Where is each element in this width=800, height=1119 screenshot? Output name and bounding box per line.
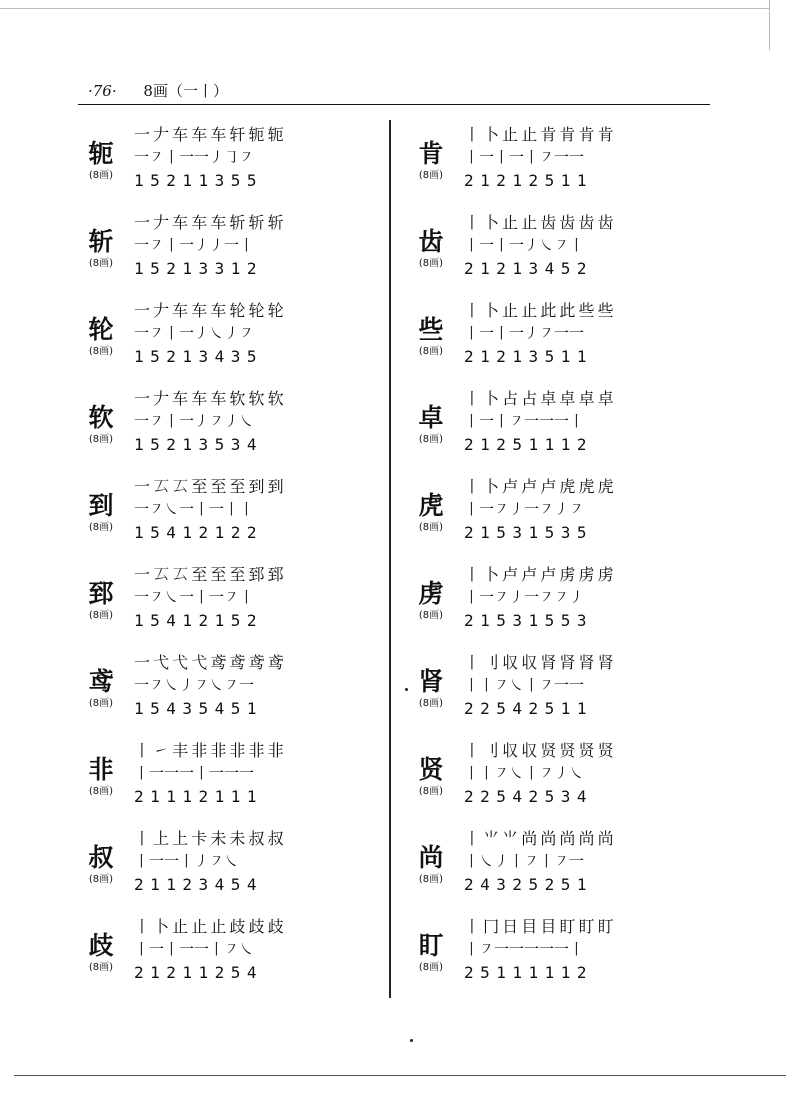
stroke-shapes: 一㇇丨一㇓㇏㇓㇇ bbox=[134, 324, 255, 342]
stroke-order-sequence: 丨 卜 止 止 止 歧 歧 歧 bbox=[134, 917, 283, 936]
character: 叔 bbox=[88, 843, 114, 872]
stroke-count-tag: (8画) bbox=[418, 874, 444, 885]
stroke-codes: 15213312 bbox=[134, 259, 264, 278]
stroke-shapes: 丨一丨一㇓㇏㇇丨 bbox=[464, 236, 585, 254]
stroke-codes: 15435451 bbox=[134, 699, 264, 718]
character: 软 bbox=[88, 403, 114, 432]
stroke-count-tag: (8画) bbox=[418, 258, 444, 269]
stroke-count-tag: (8画) bbox=[418, 786, 444, 797]
character: 肾 bbox=[418, 667, 444, 696]
stroke-count-tag: (8画) bbox=[88, 434, 114, 445]
character-entry bbox=[78, 202, 378, 290]
character-entry bbox=[78, 114, 378, 202]
character-entry bbox=[408, 906, 708, 994]
stroke-count-tag: (8画) bbox=[88, 522, 114, 533]
stroke-count-tag: (8画) bbox=[88, 258, 114, 269]
character: 轭 bbox=[88, 139, 114, 168]
character: 轮 bbox=[88, 315, 114, 344]
stroke-shapes: 丨一丨㇇一一一丨 bbox=[464, 412, 585, 430]
section-title: 8画（一丨） bbox=[143, 82, 228, 100]
stroke-shapes: 丨丨㇇㇏丨㇇一一 bbox=[464, 676, 585, 694]
stroke-codes: 21123454 bbox=[134, 875, 264, 894]
stroke-codes: 15213534 bbox=[134, 435, 264, 454]
stroke-shapes: 丨一一一丨一一一 bbox=[134, 764, 255, 782]
stroke-order-sequence: 一 𠫔 𠫔 至 至 至 到 到 bbox=[134, 477, 283, 496]
stroke-shapes: 丨一丨一丨㇇一一 bbox=[464, 148, 585, 166]
stroke-order-sequence: 丨 卜 止 止 此 此 些 些 bbox=[464, 301, 613, 320]
character-entry bbox=[408, 202, 708, 290]
stroke-codes: 21531535 bbox=[464, 523, 594, 542]
stroke-codes: 21251112 bbox=[464, 435, 594, 454]
stroke-count-tag: (8画) bbox=[418, 698, 444, 709]
stroke-shapes: 丨一一丨㇓㇇㇏ bbox=[134, 852, 240, 870]
character: 斩 bbox=[88, 227, 114, 256]
character-entry bbox=[408, 818, 708, 906]
stroke-codes: 21531553 bbox=[464, 611, 594, 630]
character-entry bbox=[78, 466, 378, 554]
character-entry bbox=[78, 642, 378, 730]
stroke-shapes: 丨一丨一一丨㇇㇏ bbox=[134, 940, 255, 958]
stroke-count-tag: (8画) bbox=[88, 346, 114, 357]
stroke-shapes: 丨一㇇㇓一㇇㇓㇇ bbox=[464, 500, 585, 518]
scan-speck bbox=[405, 688, 408, 691]
character: 贤 bbox=[418, 755, 444, 784]
stroke-order-sequence: 丨 ⺌ ⺌ 尚 尚 尚 尚 尚 bbox=[464, 829, 613, 848]
stroke-count-tag: (8画) bbox=[418, 170, 444, 181]
character-entry bbox=[408, 554, 708, 642]
stroke-count-tag: (8画) bbox=[418, 434, 444, 445]
character-entry bbox=[408, 642, 708, 730]
character-entry bbox=[78, 730, 378, 818]
stroke-order-sequence: 一 𠫔 𠫔 至 至 至 郅 郅 bbox=[134, 565, 283, 584]
stroke-order-sequence: 丨 上 上 卡 未 未 叔 叔 bbox=[134, 829, 283, 848]
stroke-count-tag: (8画) bbox=[88, 874, 114, 885]
stroke-shapes: 丨丨㇇㇏丨㇇㇓㇏ bbox=[464, 764, 585, 782]
stroke-shapes: 丨㇇一一一一一丨 bbox=[464, 940, 585, 958]
stroke-codes: 21213452 bbox=[464, 259, 594, 278]
stroke-shapes: 丨㇏㇓丨㇇丨㇇一 bbox=[464, 852, 585, 870]
character: 肯 bbox=[418, 139, 444, 168]
stroke-shapes: 一㇇丨一㇓㇓一丨 bbox=[134, 236, 255, 254]
stroke-shapes: 一㇇㇏一丨一丨丨 bbox=[134, 500, 255, 518]
top-scan-edge bbox=[0, 8, 770, 9]
stroke-codes: 22542511 bbox=[464, 699, 594, 718]
character-entry bbox=[78, 378, 378, 466]
stroke-count-tag: (8画) bbox=[418, 610, 444, 621]
stroke-order-sequence: 丨 卜 卢 卢 卢 虏 虏 虏 bbox=[464, 565, 613, 584]
character-entry bbox=[408, 466, 708, 554]
character-entry bbox=[408, 378, 708, 466]
stroke-shapes: 一㇇丨一一㇓㇆㇇ bbox=[134, 148, 255, 166]
character: 非 bbox=[88, 755, 114, 784]
character: 到 bbox=[88, 491, 114, 520]
stroke-codes: 15213435 bbox=[134, 347, 264, 366]
stroke-order-sequence: 一 𠂇 车 车 车 轩 轭 轭 bbox=[134, 125, 283, 144]
stroke-count-tag: (8画) bbox=[88, 786, 114, 797]
stroke-codes: 15211355 bbox=[134, 171, 264, 190]
stroke-shapes: 丨一丨一㇓㇇一一 bbox=[464, 324, 585, 342]
character: 歧 bbox=[88, 931, 114, 960]
character-entry bbox=[408, 290, 708, 378]
stroke-codes: 22542534 bbox=[464, 787, 594, 806]
character: 尚 bbox=[418, 843, 444, 872]
character-entry bbox=[78, 554, 378, 642]
character: 盯 bbox=[418, 931, 444, 960]
character: 些 bbox=[418, 315, 444, 344]
stroke-order-sequence: 一 𠂇 车 车 车 轮 轮 轮 bbox=[134, 301, 283, 320]
character: 齿 bbox=[418, 227, 444, 256]
right-scan-edge bbox=[769, 0, 770, 50]
stroke-shapes: 一㇇㇏一丨一㇇丨 bbox=[134, 588, 255, 606]
character: 虏 bbox=[418, 579, 444, 608]
page-number: ·76· bbox=[88, 82, 117, 100]
stroke-order-sequence: 一 𠂇 车 车 车 软 软 软 bbox=[134, 389, 283, 408]
character-entry bbox=[78, 906, 378, 994]
stroke-codes: 21213511 bbox=[464, 347, 594, 366]
character-entry bbox=[408, 730, 708, 818]
character: 卓 bbox=[418, 403, 444, 432]
page-header bbox=[88, 80, 228, 101]
stroke-codes: 15412122 bbox=[134, 523, 264, 542]
stroke-count-tag: (8画) bbox=[88, 170, 114, 181]
stroke-order-sequence: 丨 刂 収 収 肾 肾 肾 肾 bbox=[464, 653, 613, 672]
stroke-order-sequence: 一 弋 弋 弋 鸢 鸢 鸢 鸢 bbox=[134, 653, 283, 672]
column-divider bbox=[389, 120, 391, 998]
stroke-shapes: 一㇇丨一㇓㇇㇓㇏ bbox=[134, 412, 255, 430]
stroke-count-tag: (8画) bbox=[418, 346, 444, 357]
stroke-order-sequence: 丨 ㇀ 丰 非 非 非 非 非 bbox=[134, 741, 283, 760]
stroke-codes: 25111112 bbox=[464, 963, 594, 982]
header-rule bbox=[78, 104, 710, 105]
stroke-count-tag: (8画) bbox=[88, 962, 114, 973]
character: 郅 bbox=[88, 579, 114, 608]
stroke-count-tag: (8画) bbox=[418, 522, 444, 533]
stroke-codes: 24325251 bbox=[464, 875, 594, 894]
stroke-codes: 21112111 bbox=[134, 787, 264, 806]
stroke-count-tag: (8画) bbox=[88, 698, 114, 709]
stroke-codes: 21211254 bbox=[134, 963, 264, 982]
scan-speck bbox=[410, 1039, 413, 1042]
character-entry bbox=[78, 290, 378, 378]
stroke-count-tag: (8画) bbox=[88, 610, 114, 621]
stroke-order-sequence: 丨 刂 収 収 贤 贤 贤 贤 bbox=[464, 741, 613, 760]
stroke-shapes: 一㇇㇏㇓㇇㇏㇇一 bbox=[134, 676, 255, 694]
stroke-order-sequence: 丨 冂 日 目 目 盯 盯 盯 bbox=[464, 917, 613, 936]
character: 鸢 bbox=[88, 667, 114, 696]
stroke-order-sequence: 丨 卜 止 止 肯 肯 肯 肯 bbox=[464, 125, 613, 144]
character-entry bbox=[78, 818, 378, 906]
stroke-order-sequence: 一 𠂇 车 车 车 斩 斩 斩 bbox=[134, 213, 283, 232]
stroke-count-tag: (8画) bbox=[418, 962, 444, 973]
stroke-shapes: 丨一㇇㇓一㇇㇇㇓ bbox=[464, 588, 585, 606]
left-column bbox=[78, 114, 378, 994]
stroke-order-sequence: 丨 卜 占 占 卓 卓 卓 卓 bbox=[464, 389, 613, 408]
stroke-order-sequence: 丨 卜 卢 卢 卢 虎 虎 虎 bbox=[464, 477, 613, 496]
stroke-order-sequence: 丨 卜 止 止 齿 齿 齿 齿 bbox=[464, 213, 613, 232]
character: 虎 bbox=[418, 491, 444, 520]
right-column bbox=[408, 114, 708, 994]
character-entry bbox=[408, 114, 708, 202]
stroke-codes: 15412152 bbox=[134, 611, 264, 630]
bottom-rule bbox=[14, 1075, 786, 1076]
stroke-codes: 21212511 bbox=[464, 171, 594, 190]
